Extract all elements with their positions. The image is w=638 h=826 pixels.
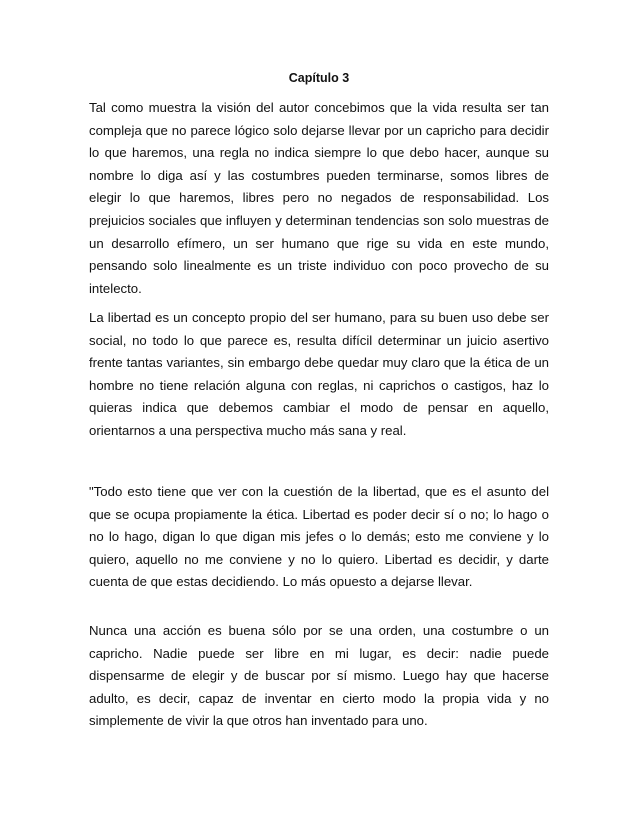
paragraph-1: Tal como muestra la visión del autor concebimos que la vida resulta ser tan compleja que no parece lógico solo dejarse llevar por un capricho para decidir lo que haremos, una regla no indica siempre lo que debo hacer, aunque su nombre lo diga así y las costumbres pueden terminarse, somos libres de elegir lo que haremos, libres pero no negados de responsabilidad. Los prejuicios sociales que influyen y determinan tendencias son solo muestras de un desarrollo efímero, un ser humano que rige su vida en este mundo, pensando solo linealmente es un triste individuo con poco provecho de su intelecto.: [89, 100, 549, 296]
paragraph-4: Nunca una acción es buena sólo por se una orden, una costumbre o un capricho. Nadie puede ser libre en mi lugar, es decir: nadie puede dispensarme de elegir y de buscar por sí mismo. Luego hay que hacerse adulto, es decir, capaz de inventar en cierto modo la propia vida y no simplemente de vivir la que otros han inventado para uno.: [89, 623, 549, 729]
chapter-title: Capítulo 3: [288, 71, 350, 85]
paragraph-2: La libertad es un concepto propio del ser humano, para su buen uso debe ser social, no todo lo que parece es, resulta difícil determinar un juicio asertivo frente tantas variantes, sin embargo debe quedar muy claro que la ética de un hombre no tiene relación alguna con reglas, ni caprichos o castigos, haz lo quieras indica que debemos cambiar el modo de pensar en aquello, orientarnos a una perspectiva mucho más sana y real.: [89, 310, 549, 438]
paragraph-3: "Todo esto tiene que ver con la cuestión de la libertad, que es el asunto del que se ocupa propiamente la ética. Libertad es poder decir sí o no; lo hago o no lo hago, digan lo que digan mis jefes o lo demás; esto me conviene y lo quiero, aquello no me conviene y no lo quiero. Libertad es decidir, y darte cuenta de que estas decidiendo. Lo más opuesto a dejarse llevar.: [89, 484, 549, 590]
